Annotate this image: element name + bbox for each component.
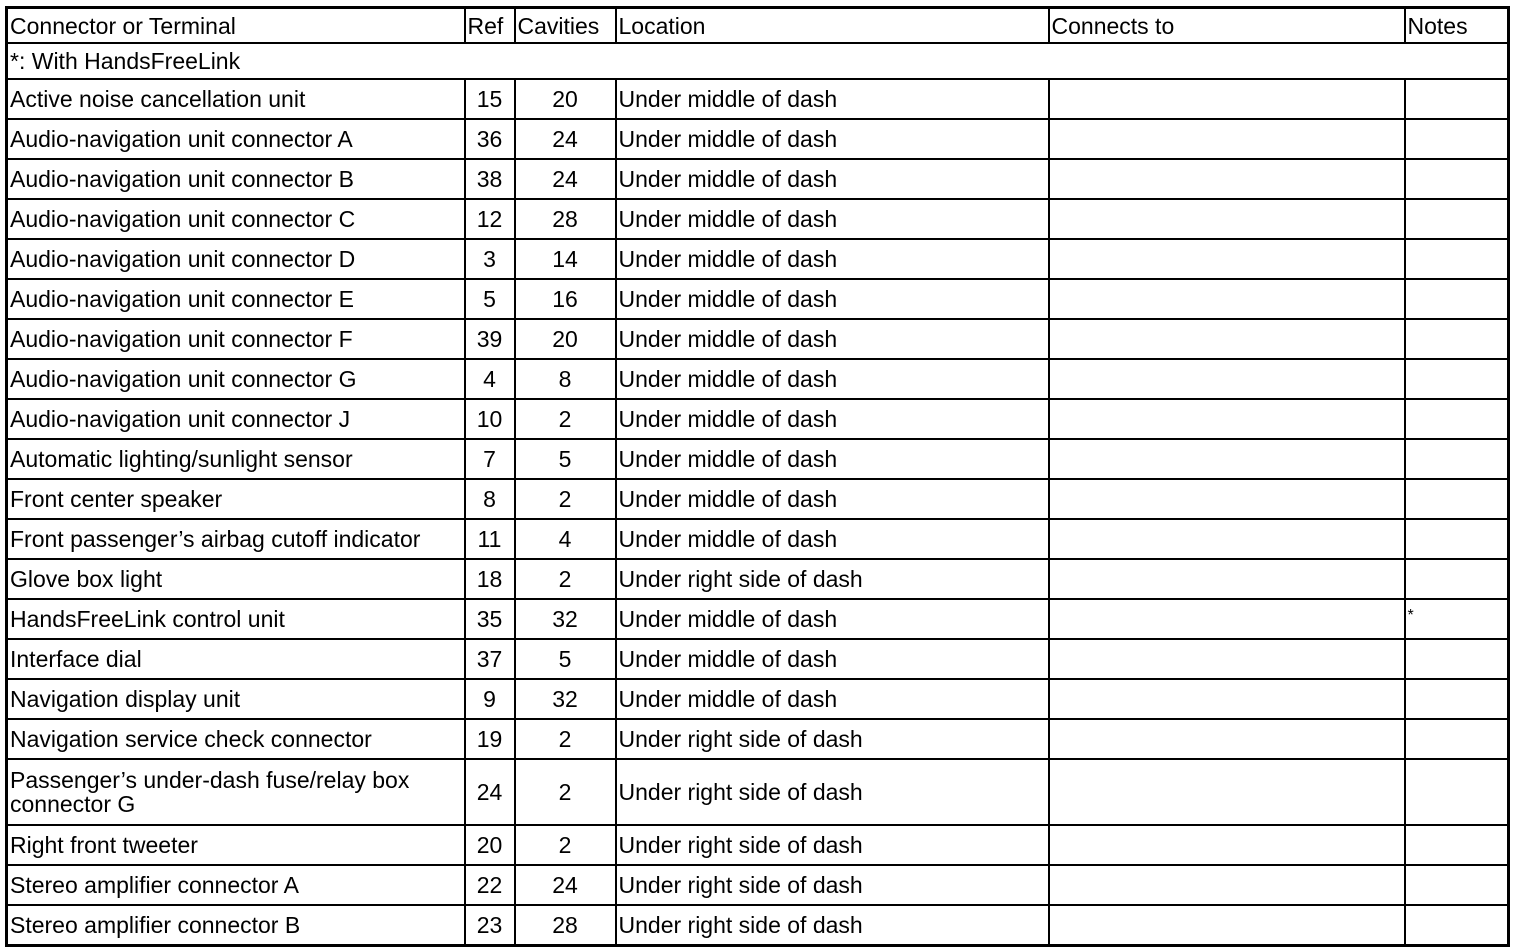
table-row xyxy=(7,905,1509,946)
connector-name-cell: Audio-navigation unit connector C xyxy=(7,199,465,239)
connects-to-cell xyxy=(1049,319,1405,359)
notes-cell xyxy=(1405,719,1509,759)
cavities-cell: 2 xyxy=(515,479,616,519)
connects-to-cell xyxy=(1049,479,1405,519)
ref-cell: 12 xyxy=(465,199,515,239)
location-cell: Under middle of dash xyxy=(616,279,1049,319)
notes-cell xyxy=(1405,865,1509,905)
table-body xyxy=(7,43,1509,946)
connects-to-cell xyxy=(1049,679,1405,719)
cavities-cell: 2 xyxy=(515,759,616,825)
connector-name-cell: Audio-navigation unit connector B xyxy=(7,159,465,199)
connector-name-cell: Interface dial xyxy=(7,639,465,679)
location-cell: Under middle of dash xyxy=(616,399,1049,439)
header-cavities: Cavities xyxy=(515,8,616,44)
connector-name-cell: Audio-navigation unit connector D xyxy=(7,239,465,279)
ref-cell: 22 xyxy=(465,865,515,905)
connector-name-cell: Audio-navigation unit connector A xyxy=(7,119,465,159)
cavities-cell: 2 xyxy=(515,825,616,865)
notes-cell xyxy=(1405,825,1509,865)
notes-cell xyxy=(1405,559,1509,599)
location-cell: Under middle of dash xyxy=(616,79,1049,119)
ref-cell: 24 xyxy=(465,759,515,825)
cavities-cell: 28 xyxy=(515,199,616,239)
ref-cell: 7 xyxy=(465,439,515,479)
ref-cell: 11 xyxy=(465,519,515,559)
header-location: Location xyxy=(616,8,1049,44)
table-row xyxy=(7,479,1509,519)
location-cell: Under middle of dash xyxy=(616,479,1049,519)
ref-cell: 19 xyxy=(465,719,515,759)
ref-cell: 8 xyxy=(465,479,515,519)
ref-cell: 38 xyxy=(465,159,515,199)
connects-to-cell xyxy=(1049,439,1405,479)
connects-to-cell xyxy=(1049,79,1405,119)
connects-to-cell xyxy=(1049,279,1405,319)
table-row xyxy=(7,159,1509,199)
notes-cell xyxy=(1405,439,1509,479)
cavities-cell: 2 xyxy=(515,719,616,759)
connector-name-cell: Stereo amplifier connector B xyxy=(7,905,465,946)
location-cell: Under middle of dash xyxy=(616,679,1049,719)
cavities-cell: 4 xyxy=(515,519,616,559)
connector-name-cell: Front passenger’s airbag cutoff indicator xyxy=(7,519,465,559)
notes-cell xyxy=(1405,119,1509,159)
ref-cell: 36 xyxy=(465,119,515,159)
header-notes: Notes xyxy=(1405,8,1509,44)
header-connects-to: Connects to xyxy=(1049,8,1405,44)
connector-name-cell: Automatic lighting/sunlight sensor xyxy=(7,439,465,479)
connects-to-cell xyxy=(1049,639,1405,679)
connector-name-cell: Audio-navigation unit connector G xyxy=(7,359,465,399)
cavities-cell: 24 xyxy=(515,119,616,159)
notes-cell xyxy=(1405,159,1509,199)
header-row xyxy=(7,8,1509,44)
table-row xyxy=(7,825,1509,865)
ref-cell: 9 xyxy=(465,679,515,719)
ref-cell: 20 xyxy=(465,825,515,865)
cavities-cell: 8 xyxy=(515,359,616,399)
connects-to-cell xyxy=(1049,759,1405,825)
notes-cell xyxy=(1405,679,1509,719)
connector-name-cell: Audio-navigation unit connector J xyxy=(7,399,465,439)
location-cell: Under right side of dash xyxy=(616,865,1049,905)
notes-cell xyxy=(1405,239,1509,279)
footnote-row xyxy=(7,43,1509,79)
connects-to-cell xyxy=(1049,159,1405,199)
location-cell: Under middle of dash xyxy=(616,319,1049,359)
location-cell: Under right side of dash xyxy=(616,559,1049,599)
ref-cell: 37 xyxy=(465,639,515,679)
connector-name-cell: Navigation display unit xyxy=(7,679,465,719)
connects-to-cell xyxy=(1049,825,1405,865)
location-cell: Under middle of dash xyxy=(616,159,1049,199)
ref-cell: 4 xyxy=(465,359,515,399)
connects-to-cell xyxy=(1049,905,1405,946)
notes-cell xyxy=(1405,359,1509,399)
ref-cell: 35 xyxy=(465,599,515,639)
cavities-cell: 20 xyxy=(515,319,616,359)
notes-cell xyxy=(1405,639,1509,679)
connects-to-cell xyxy=(1049,599,1405,639)
table-row xyxy=(7,519,1509,559)
connector-name-cell: Front center speaker xyxy=(7,479,465,519)
connector-name-cell: Glove box light xyxy=(7,559,465,599)
connects-to-cell xyxy=(1049,559,1405,599)
table-row xyxy=(7,119,1509,159)
connects-to-cell xyxy=(1049,865,1405,905)
cavities-cell: 16 xyxy=(515,279,616,319)
table-row xyxy=(7,239,1509,279)
ref-cell: 3 xyxy=(465,239,515,279)
location-cell: Under right side of dash xyxy=(616,825,1049,865)
cavities-cell: 32 xyxy=(515,679,616,719)
cavities-cell: 28 xyxy=(515,905,616,946)
ref-cell: 5 xyxy=(465,279,515,319)
ref-cell: 23 xyxy=(465,905,515,946)
table-row xyxy=(7,759,1509,825)
cavities-cell: 32 xyxy=(515,599,616,639)
ref-cell: 39 xyxy=(465,319,515,359)
table-row xyxy=(7,559,1509,599)
location-cell: Under right side of dash xyxy=(616,905,1049,946)
notes-cell xyxy=(1405,279,1509,319)
connects-to-cell xyxy=(1049,199,1405,239)
table-row xyxy=(7,439,1509,479)
connects-to-cell xyxy=(1049,399,1405,439)
notes-cell xyxy=(1405,199,1509,239)
table-row xyxy=(7,719,1509,759)
connects-to-cell xyxy=(1049,519,1405,559)
ref-cell: 15 xyxy=(465,79,515,119)
table-row xyxy=(7,319,1509,359)
connects-to-cell xyxy=(1049,239,1405,279)
connector-name-cell: Passenger’s under-dash fuse/relay box connector G xyxy=(7,759,465,825)
table-row xyxy=(7,359,1509,399)
notes-cell xyxy=(1405,519,1509,559)
table-row xyxy=(7,399,1509,439)
location-cell: Under middle of dash xyxy=(616,199,1049,239)
footnote: *: With HandsFreeLink xyxy=(7,43,1509,79)
table-row xyxy=(7,865,1509,905)
cavities-cell: 24 xyxy=(515,865,616,905)
cavities-cell: 2 xyxy=(515,399,616,439)
table-row xyxy=(7,639,1509,679)
table-row xyxy=(7,199,1509,239)
connector-name-cell: Audio-navigation unit connector E xyxy=(7,279,465,319)
notes-cell xyxy=(1405,759,1509,825)
location-cell: Under middle of dash xyxy=(616,439,1049,479)
connector-name-cell: Stereo amplifier connector A xyxy=(7,865,465,905)
ref-cell: 18 xyxy=(465,559,515,599)
cavities-cell: 5 xyxy=(515,639,616,679)
header-ref: Ref xyxy=(465,8,515,44)
location-cell: Under middle of dash xyxy=(616,119,1049,159)
connector-name-cell: Navigation service check connector xyxy=(7,719,465,759)
location-cell: Under middle of dash xyxy=(616,519,1049,559)
table-row xyxy=(7,599,1509,639)
notes-cell xyxy=(1405,79,1509,119)
header-connector: Connector or Terminal xyxy=(7,8,465,44)
cavities-cell: 2 xyxy=(515,559,616,599)
cavities-cell: 24 xyxy=(515,159,616,199)
connects-to-cell xyxy=(1049,719,1405,759)
connector-name-cell: Right front tweeter xyxy=(7,825,465,865)
location-cell: Under middle of dash xyxy=(616,639,1049,679)
notes-cell: * xyxy=(1405,599,1509,639)
connects-to-cell xyxy=(1049,119,1405,159)
location-cell: Under right side of dash xyxy=(616,759,1049,825)
ref-cell: 10 xyxy=(465,399,515,439)
connector-name-cell: Audio-navigation unit connector F xyxy=(7,319,465,359)
table-row xyxy=(7,279,1509,319)
connector-name-cell: Active noise cancellation unit xyxy=(7,79,465,119)
location-cell: Under right side of dash xyxy=(616,719,1049,759)
location-cell: Under middle of dash xyxy=(616,599,1049,639)
notes-cell xyxy=(1405,319,1509,359)
table-row xyxy=(7,79,1509,119)
table-row xyxy=(7,679,1509,719)
cavities-cell: 14 xyxy=(515,239,616,279)
notes-cell xyxy=(1405,905,1509,946)
notes-cell xyxy=(1405,479,1509,519)
cavities-cell: 5 xyxy=(515,439,616,479)
location-cell: Under middle of dash xyxy=(616,359,1049,399)
connects-to-cell xyxy=(1049,359,1405,399)
location-cell: Under middle of dash xyxy=(616,239,1049,279)
cavities-cell: 20 xyxy=(515,79,616,119)
connector-table xyxy=(5,6,1510,947)
connector-name-cell: HandsFreeLink control unit xyxy=(7,599,465,639)
notes-cell xyxy=(1405,399,1509,439)
